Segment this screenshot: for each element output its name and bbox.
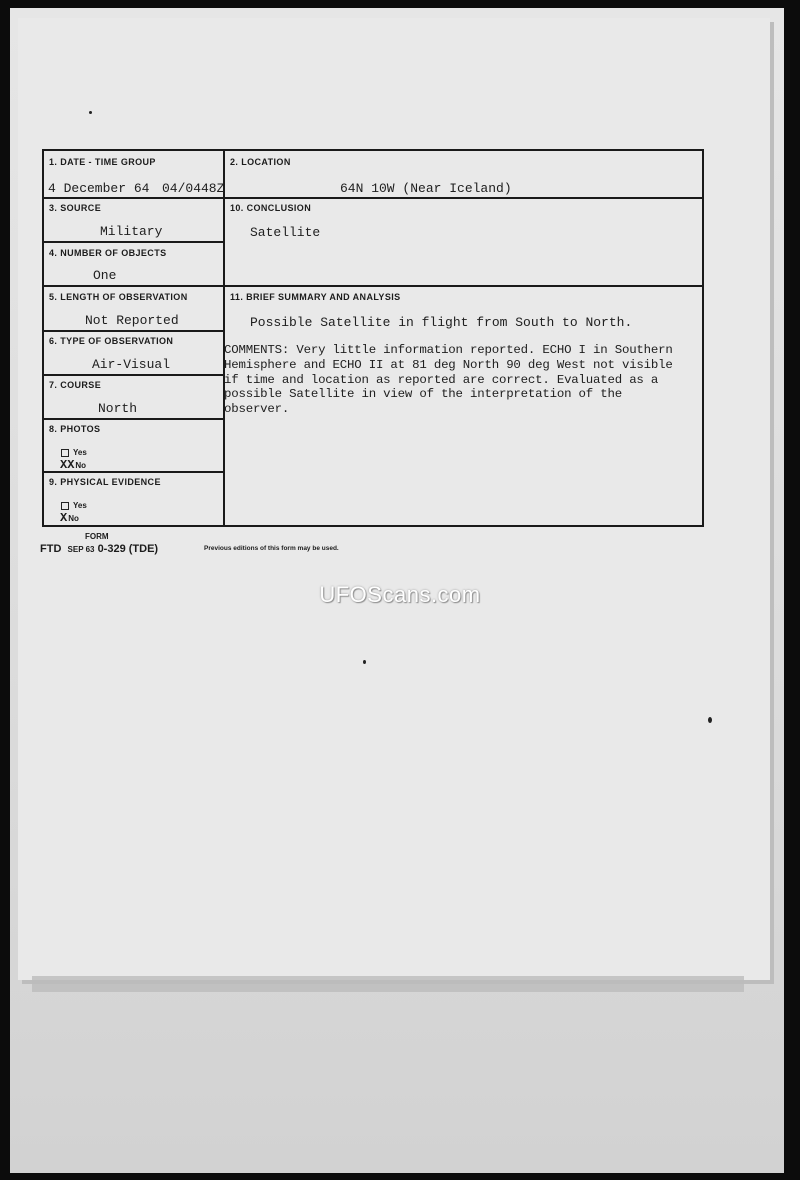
scan-speck [708, 717, 712, 723]
comments-text: COMMENTS: Very little information reported. ECHO I in Southern Hemisphere and ECHO II at 81 deg North 90 deg West not visible if time and location as reported are correct. Evaluated as a possible Satellite in view of the interpretation of the observer. [224, 343, 673, 417]
column-divider [223, 151, 225, 525]
typed-x-mark-icon: XX [60, 458, 75, 472]
physical-evidence-no-option: XNo [60, 511, 79, 525]
row-divider [44, 374, 223, 376]
summary-label: 11. BRIEF SUMMARY AND ANALYSIS [230, 292, 401, 302]
location-label: 2. LOCATION [230, 157, 291, 167]
type-of-observation-value: Air-Visual [92, 357, 171, 372]
watermark: UFOScans.com [319, 582, 481, 607]
row-divider [223, 197, 704, 199]
length-of-observation-value: Not Reported [85, 313, 179, 328]
form-number: 0-329 (TDE) [97, 543, 159, 555]
form-date: SEP 63 [67, 545, 95, 554]
paper-edge-shadow [32, 976, 744, 992]
scan-speck [363, 660, 366, 664]
time-value: 04/0448Z [162, 181, 225, 196]
location-value: 64N 10W (Near Iceland) [340, 181, 512, 196]
conclusion-value: Satellite [250, 225, 321, 240]
length-of-observation-label: 5. LENGTH OF OBSERVATION [49, 292, 188, 302]
row-divider [44, 418, 223, 420]
physical-evidence-yes-option: Yes [61, 501, 87, 510]
row-divider [44, 197, 223, 199]
number-of-objects-label: 4. NUMBER OF OBJECTS [49, 248, 167, 258]
row-divider [44, 241, 223, 243]
summary-line: Possible Satellite in flight from South to North. [250, 315, 633, 330]
checkbox-empty-icon [61, 449, 69, 457]
typed-x-mark-icon: X [60, 511, 68, 525]
photos-yes-option: Yes [61, 448, 87, 457]
form-code [40, 543, 158, 555]
photos-no-option: XXNo [60, 458, 87, 472]
form-note: Previous editions of this form may be used. [204, 545, 339, 552]
scan-speck [89, 111, 92, 114]
number-of-objects-value: One [93, 268, 117, 283]
type-of-observation-label: 6. TYPE OF OBSERVATION [49, 336, 174, 346]
date-time-group-label: 1. DATE - TIME GROUP [49, 157, 156, 167]
photos-label: 8. PHOTOS [49, 424, 101, 434]
source-label: 3. SOURCE [49, 203, 102, 213]
course-value: North [98, 401, 138, 416]
checkbox-empty-icon [61, 502, 69, 510]
conclusion-label: 10. CONCLUSION [230, 203, 312, 213]
form-word: FORM [85, 532, 109, 541]
physical-evidence-label: 9. PHYSICAL EVIDENCE [49, 477, 161, 487]
course-label: 7. COURSE [49, 380, 102, 390]
project-record-card [42, 149, 704, 527]
source-value: Military [100, 224, 163, 239]
date-value: 4 December 64 [48, 181, 150, 196]
row-divider [44, 330, 223, 332]
row-divider [223, 285, 704, 287]
row-divider [44, 285, 223, 287]
form-prefix: FTD [40, 543, 62, 555]
